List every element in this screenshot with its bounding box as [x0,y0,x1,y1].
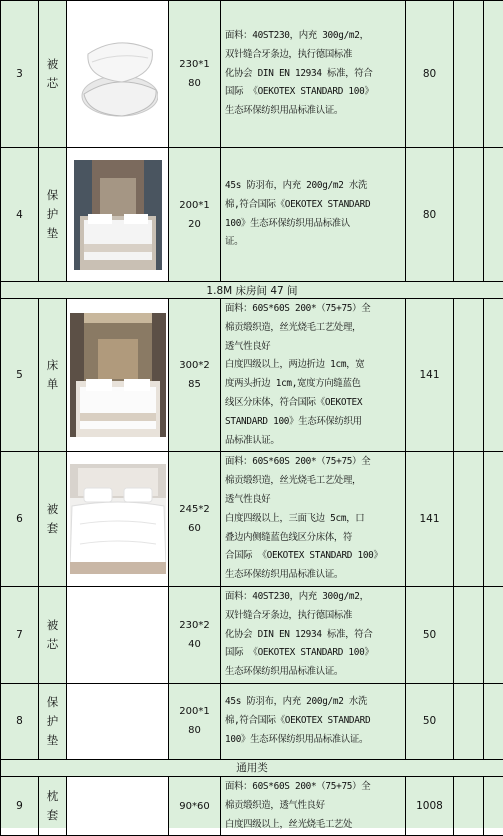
item-size: 245*260 [169,452,221,587]
item-size: 90*60 [169,776,221,835]
item-size: 230*180 [169,1,221,148]
item-quantity: 141 [406,452,454,587]
item-name: 保护垫 [39,683,67,759]
item-description: 面料：60S*60S 200*（75+75）全 棉贡缎织造，透气性良好 白度四级以上，丝光烧毛工艺处 [221,776,406,835]
bedroom-image [67,299,169,452]
item-quantity: 141 [406,299,454,452]
item-size: 230*240 [169,586,221,683]
item-description: 45s 防羽布，内充 200g/m2 水洗 棉,符合国际《OEKOTEX STANDARD 100》生态环保纺织用品标准认 证。 [221,148,406,282]
item-description: 面料：60S*60S 200*（75+75）全 棉贡缎织造，丝光烧毛工艺处理， 透气性良好 白度四级以上，两边折边 1cm，宽 度两头折边 1cm,宽度方向缝蓝色 线区分床体，符合国际《OEKOTEX STANDARD 100》生态环保纺织用 品标准认证。 [221,299,406,452]
item-name: 被芯 [39,1,67,148]
pillow-icon [78,24,158,124]
table-row [1,1,503,148]
row-number: 5 [1,299,39,452]
duvet-image [67,452,169,587]
empty-image-cell [67,683,169,759]
hotel-room-icon [74,160,162,270]
hotel-room-image [67,148,169,282]
item-name: 被套 [39,452,67,587]
table-row [1,776,503,835]
item-description: 面料：60S*60S 200*（75+75）全 棉贡缎织造，丝光烧毛工艺处理， 透气性良好 白度四级以上，三面飞边 5cm，口 叠边内侧缝蓝色线区分床体，符 合国际 《OEKOTEX STANDARD 100》 生态环保纺织用品标准认证。 [221,452,406,587]
row-number: 7 [1,586,39,683]
item-name: 被芯 [39,586,67,683]
empty-cell [484,776,503,835]
empty-cell [484,1,503,148]
empty-cell [454,586,484,683]
row-number: 6 [1,452,39,587]
item-description: 面料：40ST230，内充 300g/m2， 双针缝合牙条边，执行德国标准 化协会 DIN EN 12934 标准，符合 国际 《OEKOTEX STANDARD 100》 生态环保纺织用品标准认证。 [221,1,406,148]
item-size: 200*180 [169,683,221,759]
empty-cell [454,148,484,282]
item-name: 保护垫 [39,148,67,282]
item-quantity: 80 [406,1,454,148]
section-row [1,282,503,299]
item-size: 300*285 [169,299,221,452]
row-number: 8 [1,683,39,759]
empty-cell [454,452,484,587]
table-row [1,452,503,587]
row-number: 3 [1,1,39,148]
empty-cell [454,299,484,452]
item-name: 床单 [39,299,67,452]
empty-cell [484,586,503,683]
empty-image-cell [67,586,169,683]
table-row [1,148,503,282]
empty-cell [484,299,503,452]
pillow-image [67,1,169,148]
empty-cell [484,452,503,587]
section-title: 1.8M 床房间 47 间 [1,282,503,299]
section-title: 通用类 [1,759,503,776]
item-quantity: 80 [406,148,454,282]
empty-cell [454,683,484,759]
duvet-icon [70,464,166,574]
table-row [1,299,503,452]
item-name: 枕套 [39,776,67,835]
empty-cell [484,148,503,282]
empty-cell [454,1,484,148]
row-number: 4 [1,148,39,282]
table-row [1,586,503,683]
empty-cell [454,776,484,835]
empty-cell [484,683,503,759]
section-row [1,759,503,776]
item-quantity: 50 [406,586,454,683]
item-size: 200*120 [169,148,221,282]
bedroom-icon [70,313,166,437]
item-description: 面料：40ST230，内充 300g/m2， 双针缝合牙条边，执行德国标准 化协会 DIN EN 12934 标准，符合 国际 《OEKOTEX STANDARD 100》 生态环保纺织用品标准认证。 [221,586,406,683]
item-quantity: 50 [406,683,454,759]
item-description: 45s 防羽布，内充 200g/m2 水洗 棉,符合国际《OEKOTEX STANDARD 100》生态环保纺织用品标准认证。 [221,683,406,759]
table-row [1,683,503,759]
empty-image-cell [67,776,169,835]
row-number: 9 [1,776,39,835]
item-quantity: 1008 [406,776,454,835]
